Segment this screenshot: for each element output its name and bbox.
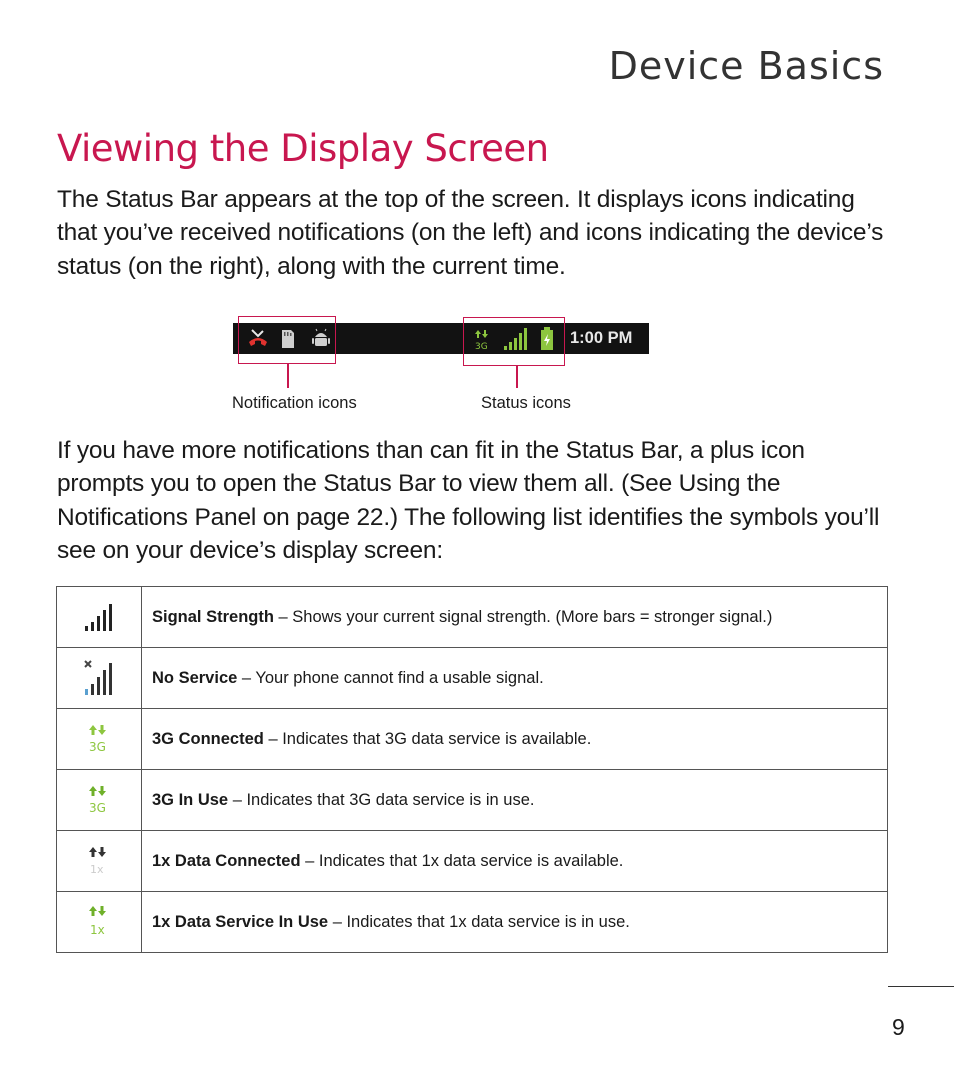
- row-desc: – Indicates that 1x data service is available.: [300, 851, 624, 870]
- row-desc: – Indicates that 1x data service is in use.: [328, 912, 630, 931]
- no-service-icon: [83, 659, 115, 697]
- status-icon-table: [56, 586, 888, 953]
- table-row: [57, 770, 888, 831]
- table-row: [57, 892, 888, 953]
- 3g-in-use-icon: [88, 785, 110, 815]
- status-pointer-line: [516, 366, 518, 388]
- notification-icons-highlight: [238, 316, 336, 364]
- svg-text:3G: 3G: [475, 342, 488, 351]
- signal-strength-icon: [84, 602, 114, 632]
- status-icons-highlight: [463, 317, 565, 366]
- intro-paragraph: The Status Bar appears at the top of the screen. It displays icons indicating that you’ve received notifications (on the left) and icons indicating the device’s status (on the right), along with the current time.: [57, 186, 884, 280]
- 1x-connected-icon: [88, 846, 110, 876]
- row-desc: – Shows your current signal strength. (More bars = stronger signal.): [273, 607, 773, 626]
- 3g-connected-icon: [88, 724, 110, 754]
- row-term: No Service: [152, 668, 238, 687]
- section-header: Device Basics: [608, 44, 884, 88]
- table-row: [57, 831, 888, 892]
- status-bar-time: 1:00 PM: [570, 329, 633, 347]
- row-desc: – Indicates that 3G data service is in use.: [228, 790, 535, 809]
- row-term: 3G In Use: [152, 790, 229, 809]
- page-number: 9: [892, 1014, 905, 1040]
- row-term: Signal Strength: [152, 607, 274, 626]
- row-term: 1x Data Service In Use: [152, 912, 329, 931]
- notification-pointer-line: [287, 364, 289, 388]
- status-icons-label: Status icons: [481, 394, 571, 412]
- 1x-in-use-icon: [88, 905, 110, 939]
- page-title: Viewing the Display Screen: [57, 127, 549, 170]
- svg-text:1x: 1x: [90, 923, 105, 937]
- row-desc: – Your phone cannot find a usable signal.: [237, 668, 544, 687]
- table-row: [57, 709, 888, 770]
- svg-text:3G: 3G: [89, 801, 106, 815]
- svg-text:3G: 3G: [89, 740, 106, 754]
- row-desc: – Indicates that 3G data service is available.: [263, 729, 592, 748]
- row-term: 1x Data Connected: [152, 851, 301, 870]
- table-row: [57, 587, 888, 648]
- row-term: 3G Connected: [152, 729, 264, 748]
- table-row: [57, 648, 888, 709]
- body-paragraph: If you have more notifications than can fit in the Status Bar, a plus icon prompts you to open the Status Bar to view them all. (See Using the Notifications Panel on page 22.) The following list identifies the symbols you’ll see on your device’s display screen:: [57, 437, 880, 564]
- svg-text:1x: 1x: [90, 863, 104, 876]
- notification-icons-label: Notification icons: [232, 394, 357, 412]
- footer-rule: [888, 986, 954, 987]
